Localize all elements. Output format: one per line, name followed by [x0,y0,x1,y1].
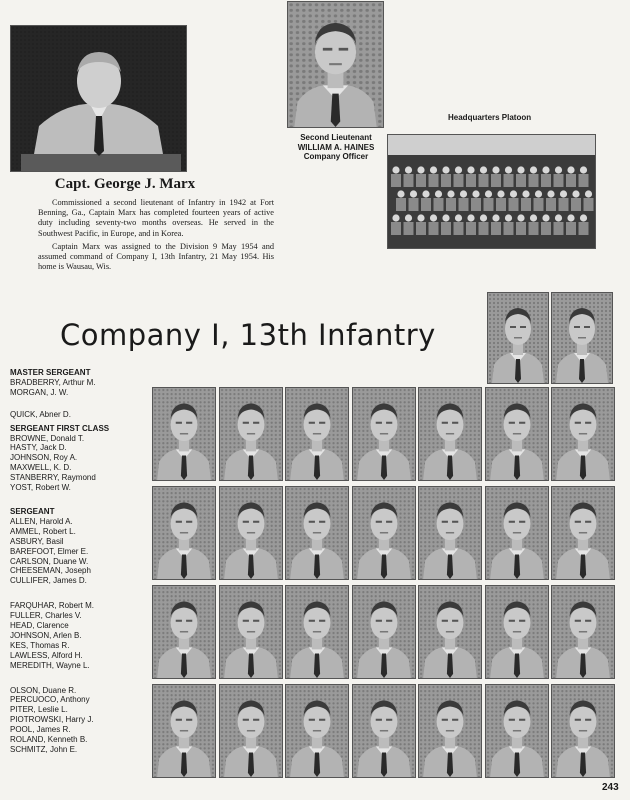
group-figure-head [517,214,524,221]
group-figure-body [416,222,426,235]
rank-heading: MASTER SERGEANT [10,368,91,377]
group-figure-head [580,166,587,173]
roster-name: CULLIFER, James D. [10,576,87,586]
page-number: 243 [602,782,619,793]
roster-group [10,410,152,420]
roster-name: HEAD, Clarence [10,621,69,631]
group-figure-body [441,222,451,235]
group-figure-body [554,222,564,235]
group-figure-body [459,198,469,211]
group-figure-head [460,190,467,197]
group-figure-head [505,166,512,173]
group-figure-head [580,214,587,221]
roster-name: ALLEN, Harold A. [10,516,73,526]
group-figure-head [555,214,562,221]
group-figure-head [430,166,437,173]
roster-group [10,601,152,670]
group-figure-body [479,174,489,187]
group-figure-body [566,222,576,235]
group-figure-head [455,214,462,221]
group-figure-head [417,166,424,173]
group-figure-body [491,222,501,235]
soldier-portrait [219,684,283,778]
roster-name: BAREFOOT, Elmer E. [10,546,89,556]
group-figure-body [434,198,444,211]
roster-name: BROWNE, Donald T. [10,433,85,443]
roster-name: SCHMITZ, John E. [10,745,78,754]
roster-name: FULLER, Charles V. [10,611,82,621]
soldier-portrait [352,585,416,679]
group-figure-head [417,214,424,221]
group-figure-head [447,190,454,197]
group-figure-head [497,190,504,197]
group-figure-head [505,214,512,221]
soldier-portrait [285,684,349,778]
group-figure-head [567,214,574,221]
group-figure-head [405,214,412,221]
group-figure-body [446,198,456,211]
roster-name: CARLSON, Duane W. [10,556,89,566]
company-title: Company I, 13th Infantry [60,318,436,352]
group-figure-body [546,198,556,211]
lieutenant-caption [276,133,396,162]
group-figure-head [392,166,399,173]
group-figure-body [441,174,451,187]
group-figure-head [405,166,412,173]
group-figure-body [496,198,506,211]
lieutenant-name: WILLIAM A. HAINES [297,142,375,152]
group-figure-head [392,214,399,221]
group-figure-body [466,174,476,187]
group-figure-head [492,166,499,173]
roster-name: POOL, James R. [10,725,71,735]
roster-name: JOHNSON, Arlen B. [10,630,82,640]
group-figure-head [397,190,404,197]
roster-group [10,424,152,493]
group-figure-head [410,190,417,197]
group-figure-body [421,198,431,211]
roster-name: OLSON, Duane R. [10,685,77,695]
soldier-portrait [152,486,216,580]
soldier-portrait [152,585,216,679]
group-figure-head [492,214,499,221]
group-figure-body [429,174,439,187]
rank-heading: SERGEANT FIRST CLASS [10,423,110,433]
roster-group [10,368,152,398]
group-figure-body [559,198,569,211]
roster-name: FARQUHAR, Robert M. [10,601,95,611]
group-figure-body [579,174,589,187]
soldier-portrait [418,684,482,778]
group-figure-body [579,222,589,235]
group-figure-body [466,222,476,235]
group-figure-body [471,198,481,211]
group-figure-body [529,174,539,187]
group-figure-head [560,190,567,197]
soldier-portrait [219,486,283,580]
roster-name: MORGAN, J. W. [10,387,69,397]
portrait-grid [152,387,612,779]
group-figure-body [454,222,464,235]
soldier-portrait [285,486,349,580]
group-figure-body [396,198,406,211]
soldier-portrait [152,387,216,481]
group-figure-body [416,174,426,187]
group-figure-head [430,214,437,221]
group-figure-head [485,190,492,197]
roster-name: BRADBERRY, Arthur M. [10,377,96,387]
roster-name: HASTY, Jack D. [10,443,67,453]
roster-name: CHEESEMAN, Joseph [10,566,91,576]
group-figure-head [467,166,474,173]
soldier-portrait [485,684,549,778]
soldier-portrait [152,684,216,778]
officer-portrait [487,292,549,384]
soldier-portrait [551,387,615,481]
roster-name: PIOTROWSKI, Harry J. [10,715,94,725]
group-figure-body [491,174,501,187]
soldier-portrait [485,486,549,580]
soldier-portrait [551,486,615,580]
group-figure-head [517,166,524,173]
group-figure-head [435,190,442,197]
roster-name: STANBERRY, Raymond [10,473,96,483]
group-figure-body [554,174,564,187]
bio-paragraph: Commissioned a second lieutenant of Infantry in 1942 at Fort Benning, Ga., Captain Marx has completed fourteen years of active duty including seventy-two months overseas. He served in the Southwest Pacific, in Europe, and in Korea. [38,198,274,238]
roster-list [10,368,152,762]
group-figure-body [584,198,594,211]
soldier-portrait [551,684,615,778]
group-figure-head [442,166,449,173]
group-figure-body [504,174,514,187]
group-figure-body [404,174,414,187]
group-figure-head [567,166,574,173]
group-figure-head [472,190,479,197]
group-figure-head [572,190,579,197]
group-figure-body [479,222,489,235]
roster-name: ROLAND, Kenneth B. [10,735,88,745]
headquarters-platoon-photo [387,134,596,249]
group-figure-body [516,222,526,235]
group-figure-body [571,198,581,211]
headquarters-label: Headquarters Platoon [448,113,532,122]
group-figure-body [566,174,576,187]
soldier-portrait [352,684,416,778]
group-figure-head [510,190,517,197]
captain-portrait [10,25,187,172]
group-figure-head [530,214,537,221]
group-figure-head [422,190,429,197]
group-figure-head [542,166,549,173]
group-figure-body [429,222,439,235]
roster-name: AMMEL, Robert L. [10,526,76,536]
group-figure-body [404,222,414,235]
bio-paragraph: Captain Marx was assigned to the Division 9 May 1954 and assumed command of Company I, 13th Infantry, 21 May 1954. His home is Wausau, Wis. [38,241,274,272]
officer-portrait [551,292,613,384]
soldier-portrait [352,486,416,580]
group-figure-body [516,174,526,187]
group-figure-head [455,166,462,173]
soldier-portrait [285,387,349,481]
roster-name: MAXWELL, K. D. [10,463,72,473]
soldier-portrait [219,585,283,679]
group-figure-head [530,166,537,173]
roster-group [10,686,152,755]
lieutenant-rank: Second Lieutenant [300,133,372,142]
group-figure-head [480,214,487,221]
roster-name: LAWLESS, Alford H. [10,650,83,660]
soldier-portrait [285,585,349,679]
group-figure-body [504,222,514,235]
group-figure-head [480,166,487,173]
group-figure-body [521,198,531,211]
soldier-portrait [485,585,549,679]
group-figure-head [467,214,474,221]
group-figure-head [555,166,562,173]
roster-name: JOHNSON, Roy A. [10,453,78,463]
group-figure-body [541,222,551,235]
lieutenant-portrait [287,1,384,128]
roster-name: PERCUOCO, Anthony [10,695,90,705]
group-figure-body [454,174,464,187]
group-figure-head [542,214,549,221]
roster-name: YOST, Robert W. [10,483,71,493]
soldier-portrait [219,387,283,481]
roster-name: QUICK, Abner D. [10,409,71,419]
group-figure-body [541,174,551,187]
group-figure-head [535,190,542,197]
rank-heading: SERGEANT [10,506,55,516]
group-figure-body [529,222,539,235]
group-figure-head [547,190,554,197]
roster-name: KES, Thomas R. [10,640,70,650]
group-figure-body [509,198,519,211]
group-figure-body [409,198,419,211]
captain-bio [38,198,274,272]
soldier-portrait [418,585,482,679]
lieutenant-title: Company Officer [303,152,369,161]
group-figure-body [534,198,544,211]
group-figure-body [391,174,401,187]
soldier-portrait [551,585,615,679]
roster-group [10,507,152,586]
roster-name: PITER, Leslie L. [10,705,68,715]
group-figure-head [585,190,592,197]
roster-name: ASBURY, Basil [10,536,64,546]
group-figure-body [391,222,401,235]
group-figure-head [522,190,529,197]
captain-name: Capt. George J. Marx [54,176,196,192]
group-figure-body [484,198,494,211]
soldier-portrait [418,387,482,481]
soldier-portrait [485,387,549,481]
roster-name: MEREDITH, Wayne L. [10,660,90,670]
soldier-portrait [352,387,416,481]
group-figure-head [442,214,449,221]
soldier-portrait [418,486,482,580]
